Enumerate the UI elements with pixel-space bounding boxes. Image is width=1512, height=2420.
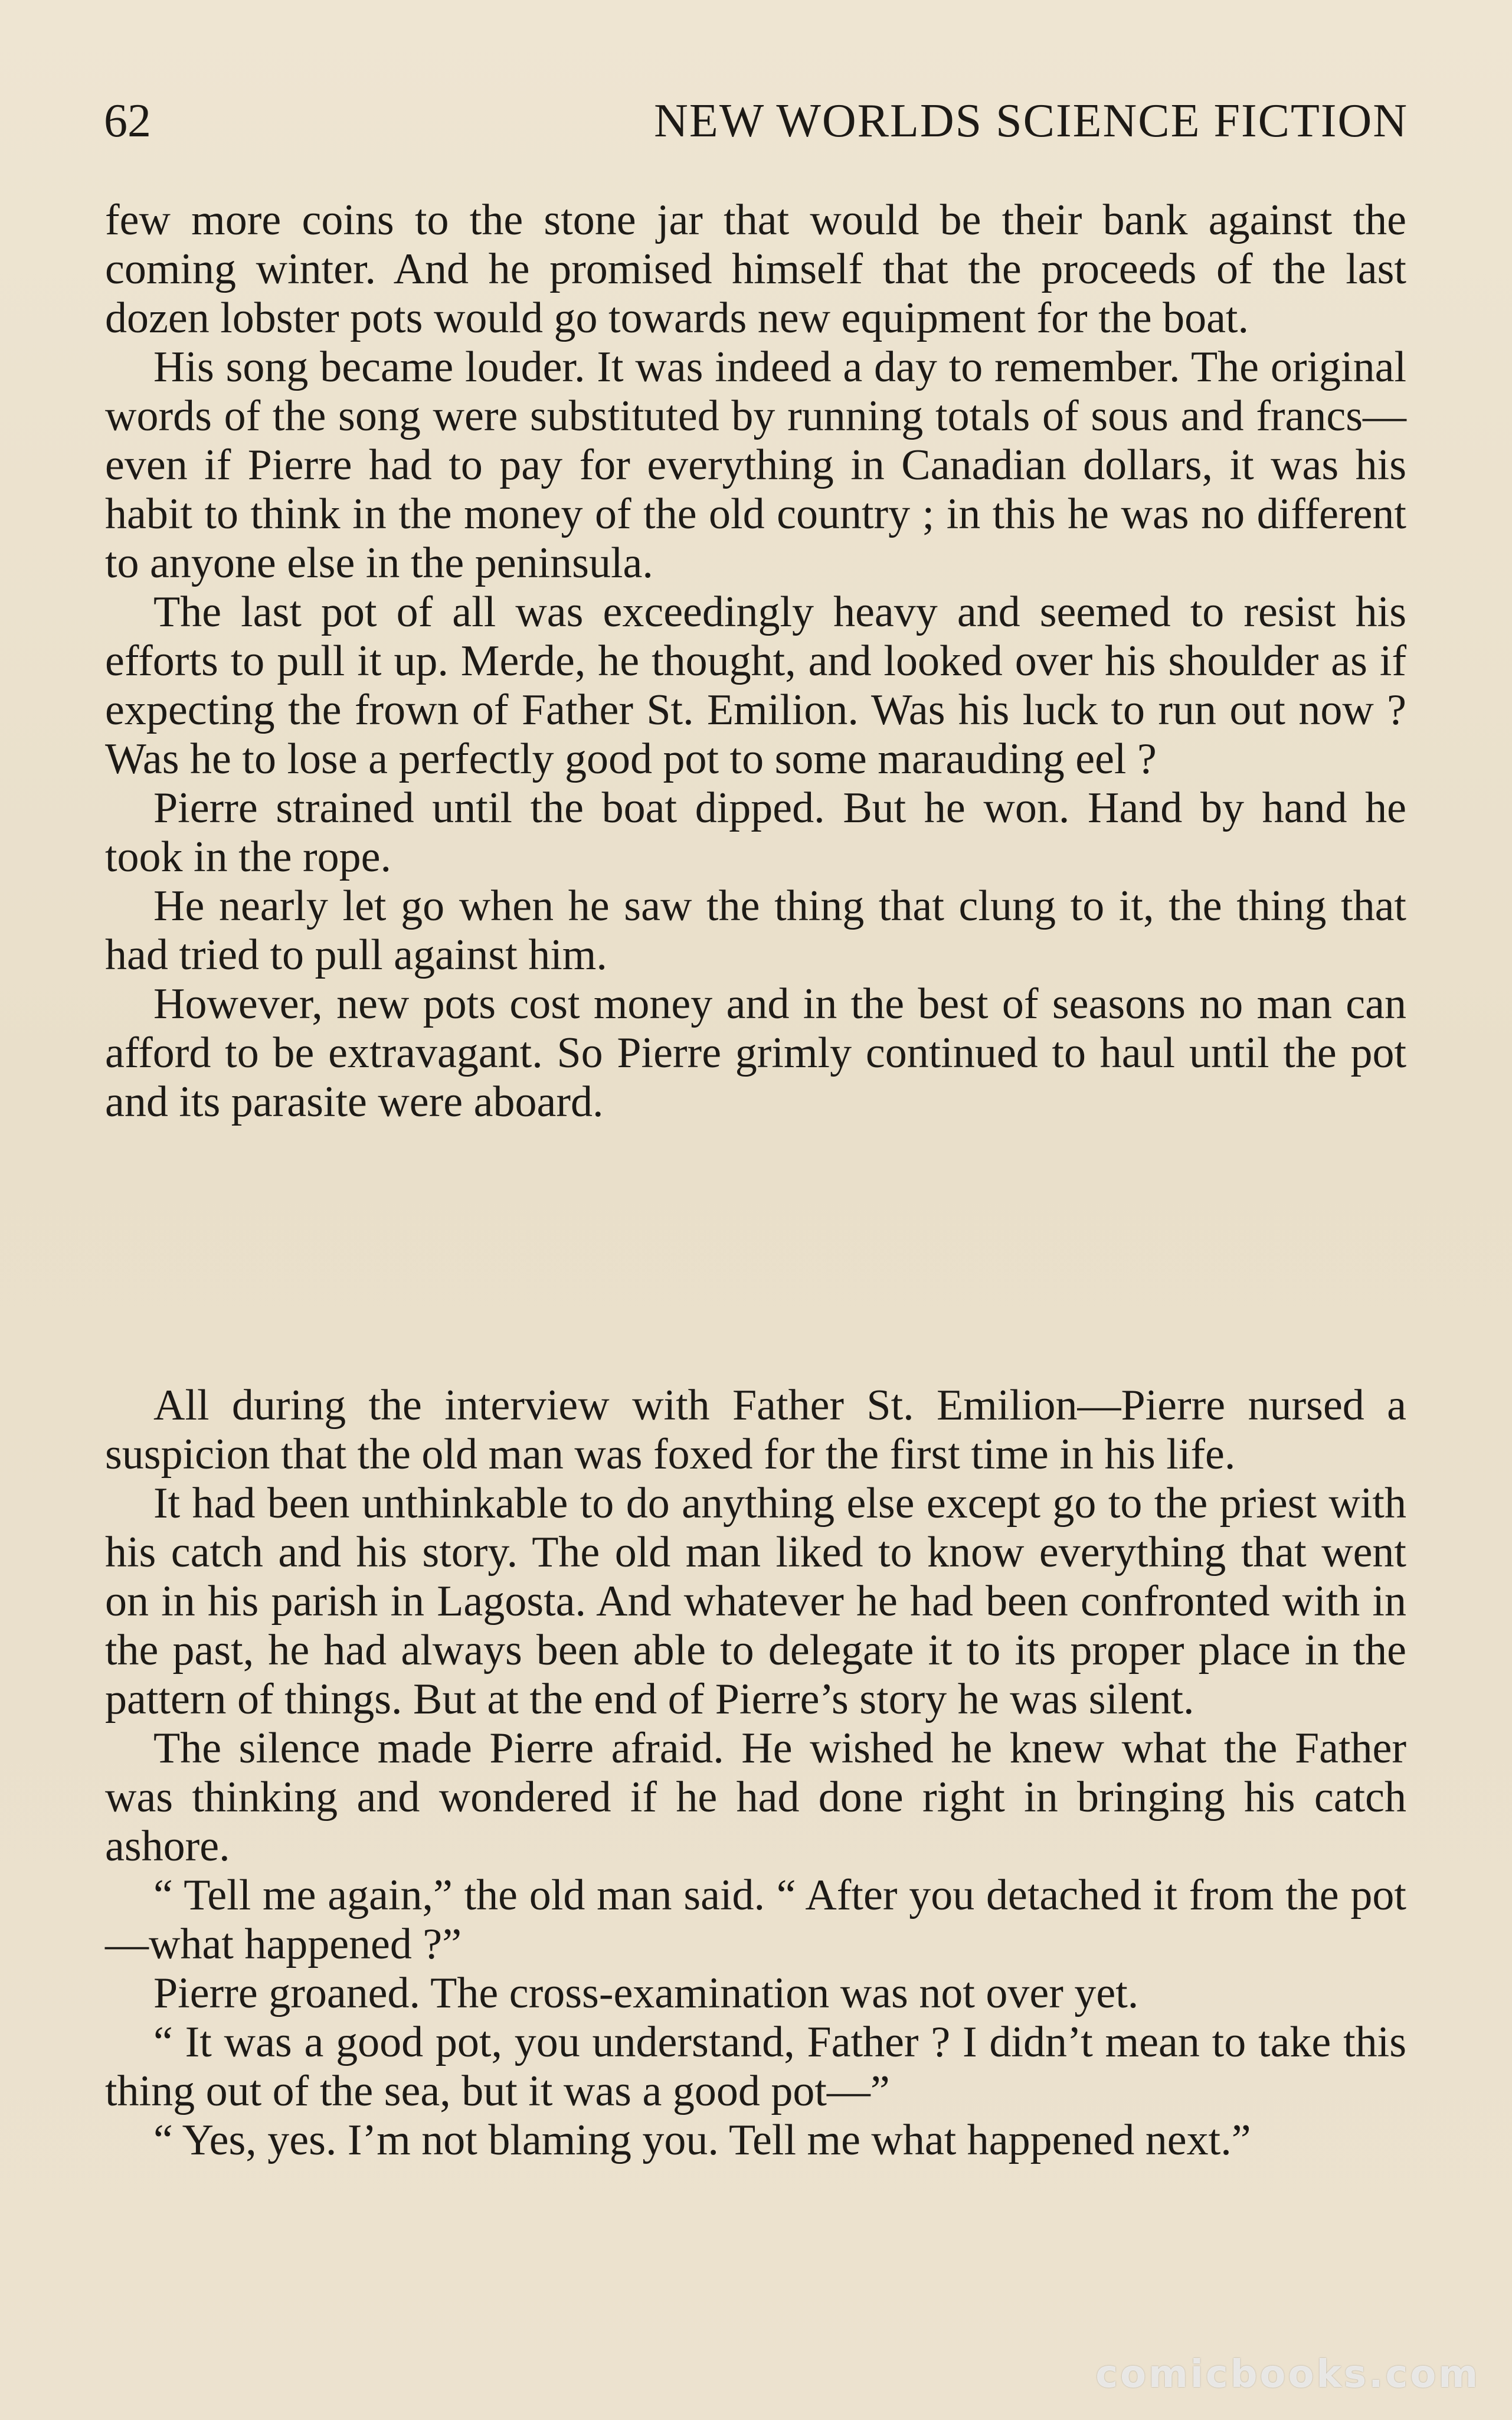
paragraph: It had been unthinkable to do anything else except go to the priest with his catch and his story. The old man liked to know everything that went on in his parish in Lagosta. And whatever he had been confronted with in the past, he had always been able to delegate it to its proper place in the pattern of things. But at the end of Pierre’s story he was silent. [105, 1479, 1406, 1724]
paragraph: He nearly let go when he saw the thing that clung to it, the thing that had tried to pull against him. [105, 882, 1406, 979]
running-title: NEW WORLDS SCIENCE FICTION [654, 95, 1408, 147]
paragraph: few more coins to the stone jar that would be their bank against the coming winter. And he promised himself that the proceeds of the last dozen lobster pots would go towards new equipment for the boat. [105, 196, 1406, 342]
paragraph: “ Yes, yes. I’m not blaming you. Tell me what happened next.” [153, 2116, 1251, 2164]
story-section-2 [105, 1381, 1406, 2165]
paragraph: Pierre groaned. The cross-examination was not over yet. [153, 1969, 1139, 2017]
watermark: comicbooks.com [1095, 2353, 1480, 2396]
paragraph: Pierre strained until the boat dipped. But he won. Hand by hand he took in the rope. [105, 784, 1406, 881]
paragraph: All during the interview with Father St. Emilion—Pierre nursed a suspicion that the old man was foxed for the first time in his life. [105, 1381, 1406, 1479]
story-section-1 [105, 196, 1406, 1127]
page-number: 62 [104, 95, 151, 147]
paragraph: “ Tell me again,” the old man said. “ After you detached it from the pot—what happened ?” [105, 1871, 1406, 1968]
paragraph: The silence made Pierre afraid. He wished he knew what the Father was thinking and wondered if he had done right in bringing his catch ashore. [105, 1724, 1406, 1870]
paragraph: However, new pots cost money and in the best of seasons no man can afford to be extravagant. So Pierre grimly continued to haul until the pot and its parasite were aboard. [105, 980, 1406, 1126]
paragraph: The last pot of all was exceedingly heavy and seemed to resist his efforts to pull it up. Merde, he thought, and looked over his shoulder as if expecting the frown of Father St. Emilion. Was his luck to run out now ? Was he to lose a perfectly good pot to some marauding eel ? [105, 588, 1406, 783]
paragraph: His song became louder. It was indeed a day to remember. The original words of the song were substituted by running totals of sous and francs—even if Pierre had to pay for everything in Canadian dollars, it was his habit to think in the money of the old country ; in this he was no different to anyone else in the peninsula. [105, 343, 1406, 587]
page-header [104, 89, 1408, 153]
paragraph: “ It was a good pot, you understand, Father ? I didn’t mean to take this thing out of the sea, but it was a good pot—” [105, 2018, 1406, 2115]
